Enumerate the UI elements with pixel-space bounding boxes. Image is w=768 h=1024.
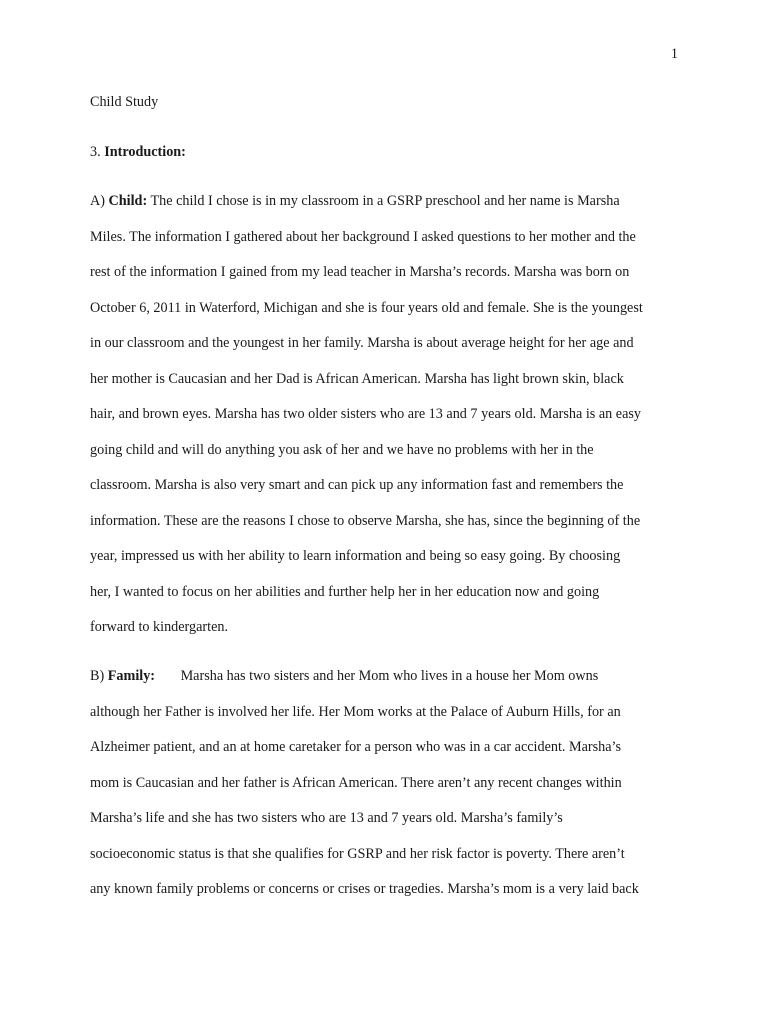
document-title: Child Study <box>90 94 159 110</box>
child-paragraph-line: classroom. Marsha is also very smart and can pick up any information fast and remembers the <box>90 477 624 493</box>
child-paragraph-line: in our classroom and the youngest in her family. Marsha is about average height for her age and <box>90 335 634 351</box>
child-heading: Child: <box>108 193 148 209</box>
child-paragraph-line: going child and will do anything you ask of her and we have no problems with her in the <box>90 441 594 458</box>
child-paragraph-line: information. These are the reasons I chose to observe Marsha, she has, since the beginning of the <box>90 512 641 529</box>
child-prefix: A) <box>90 193 105 209</box>
child-paragraph-line: her mother is Caucasian and her Dad is African American. Marsha has light brown skin, black <box>90 370 624 387</box>
child-paragraph-line <box>90 191 678 211</box>
child-paragraph-line: hair, and brown eyes. Marsha has two older sisters who are 13 and 7 years old. Marsha is an easy <box>90 406 642 422</box>
section-heading <box>90 142 678 162</box>
family-paragraph-line: Marsha’s life and she has two sisters who are 13 and 7 years old. Marsha’s family’s <box>90 810 563 826</box>
child-paragraph-line: rest of the information I gained from my lead teacher in Marsha’s records. Marsha was born on <box>90 264 630 280</box>
family-paragraph-line: socioeconomic status is that she qualifies for GSRP and her risk factor is poverty. There aren’t <box>90 845 625 862</box>
family-paragraph-line: although her Father is involved her life. Her Mom works at the Palace of Auburn Hills, for an <box>90 703 621 720</box>
child-paragraph-line: year, impressed us with her ability to learn information and being so easy going. By choosing <box>90 548 621 564</box>
section-number: 3. <box>90 144 101 160</box>
child-paragraph-line: October 6, 2011 in Waterford, Michigan and she is four years old and female. She is the youngest <box>90 299 643 316</box>
child-paragraph-line: her, I wanted to focus on her abilities and further help her in her education now and going <box>90 583 600 600</box>
family-heading: Family: <box>107 668 156 684</box>
child-paragraph-line: forward to kindergarten. <box>90 619 229 635</box>
page-number: 1 <box>670 46 678 62</box>
family-paragraph-line <box>90 666 678 686</box>
child-line-text: The child I chose is in my classroom in a GSRP preschool and her name is Marsha <box>150 193 620 209</box>
family-paragraph-line: Alzheimer patient, and an at home caretaker for a person who was in a car accident. Marsha’s <box>90 739 622 755</box>
family-line-text: Marsha has two sisters and her Mom who lives in a house her Mom owns <box>180 668 599 684</box>
child-paragraph-line: Miles. The information I gathered about her background I asked questions to her mother and the <box>90 228 636 245</box>
section-heading-text: Introduction: <box>104 144 186 160</box>
family-paragraph-line: mom is Caucasian and her father is African American. There aren’t any recent changes within <box>90 774 622 791</box>
family-prefix: B) <box>90 668 105 684</box>
family-paragraph-line: any known family problems or concerns or crises or tragedies. Marsha’s mom is a very laid back <box>90 881 639 897</box>
